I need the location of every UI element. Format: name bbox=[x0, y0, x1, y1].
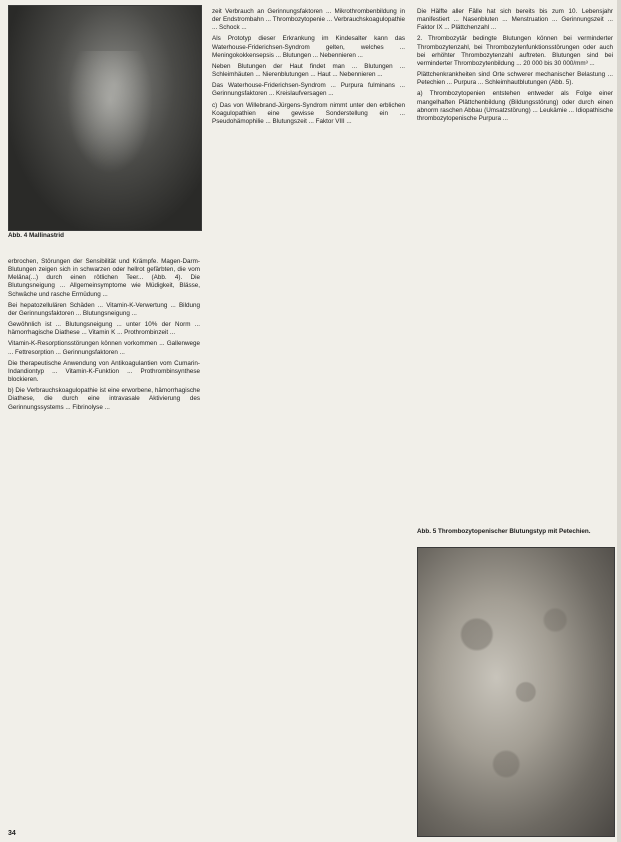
text-column-2 bbox=[212, 8, 405, 129]
paragraph: Gewöhnlich ist ... Blutungsneigung ... unter 10% der Norm ... hämorrhagische Diathese ... Vitamin K ... Prothrombinzeit ... bbox=[8, 321, 200, 337]
paragraph: Das Waterhouse-Friderichsen-Syndrom ... Purpura fulminans ... Gerinnungsfaktoren ... Kreislaufversagen ... bbox=[212, 82, 405, 98]
paragraph: b) Die Verbrauchskoagulopathie ist eine erworbene, hämorrhagische Diathese, die durch eine intravasale Aktivierung des Gerinnungssystems ... Fibrinolyse ... bbox=[8, 387, 200, 411]
paragraph: zeit Verbrauch an Gerinnungsfaktoren ... Mikrothrombenbildung in der Endstrombahn ... Thrombozytopenie ... Verbrauchskoagulopathie ... Schock ... bbox=[212, 8, 405, 32]
paragraph: Vitamin-K-Resorptionsstörungen können vorkommen ... Gallenwege ... Fettresorption ... Gerinnungsfaktoren ... bbox=[8, 340, 200, 356]
paragraph: a) Thrombozytopenien entstehen entweder als Folge einer mangelhaften Plättchenbildung (Bildungsstörung) oder durch einen abnorm raschen Abbau (Umsatzstörung) ... Leukämie ... Idiopathische thrombozytopenische Purpura ... bbox=[417, 90, 613, 122]
scan-edge bbox=[617, 0, 621, 842]
paragraph: Bei hepatozellulären Schäden ... Vitamin-K-Verwertung ... Bildung der Gerinnungsfaktoren ... Blutungsneigung ... bbox=[8, 301, 200, 317]
figure-5-photo bbox=[417, 547, 615, 837]
paragraph: erbrochen, Störungen der Sensibilität und Krämpfe. Magen-Darm-Blutungen zeigen sich in schwarzen oder hellrot gefärbten, die vom Meläna(...) durch einen rötlichen Teer... (Abb. 4). Die Blutungsneigung ... Allgemeinsymptome wie Müdigkeit, Blässe, Schwäche und rasche Ermüdung ... bbox=[8, 258, 200, 298]
paragraph: Als Prototyp dieser Erkrankung im Kindesalter kann das Waterhouse-Friderichsen-Syndrom gelten, welches ... Meningokokkensepsis ... Blutungen ... Nebennieren ... bbox=[212, 35, 405, 59]
paragraph: Plättchenkrankheiten sind Orte schwerer mechanischer Belastung ... Petechien ... Purpura ... Schleimhautblutungen (Abb. 5). bbox=[417, 71, 613, 87]
figure-4-photo bbox=[8, 5, 202, 231]
text-column-1 bbox=[8, 258, 200, 415]
paragraph: Neben Blutungen der Haut findet man ... Blutungen ... Schleimhäuten ... Nierenblutungen ... Haut ... Nebennieren ... bbox=[212, 62, 405, 79]
page-number: 34 bbox=[8, 830, 16, 837]
paragraph: Die Hälfte aller Fälle hat sich bereits bis zum 10. Lebensjahr manifestiert ... Nasenbluten ... Menstruation ... Gerinnungszeit ... Faktor IX ... Plättchenzahl ... bbox=[417, 8, 613, 32]
text-column-3 bbox=[417, 8, 613, 126]
paragraph: 2. Thrombozytär bedingte Blutungen können bei verminderter Thrombozytenzahl, bei Thrombozytenfunktionsstörungen oder auch bei erhöhter Thrombozytenzahl auftreten. Blutungen sind bei verminderter Thrombozytenbildung ... 20 000 bis 30 000/mm³ ... bbox=[417, 35, 613, 67]
figure-4-caption: Abb. 4 Mallinastrid bbox=[8, 232, 64, 239]
paragraph: c) Das von Willebrand-Jürgens-Syndrom nimmt unter den erblichen Koagulopathien eine gewisse Sonderstellung ein ... Pseudohämophilie ... Blutungszeit ... Faktor VIII ... bbox=[212, 101, 405, 125]
paragraph: Die therapeutische Anwendung von Antikoagulantien vom Cumarin-Indandiontyp ... Vitamin-K-Funktion ... Prothrombinsynthese blockieren. bbox=[8, 359, 200, 384]
figure-5-caption: Abb. 5 Thrombozytopenischer Blutungstyp mit Petechien. bbox=[417, 528, 591, 535]
